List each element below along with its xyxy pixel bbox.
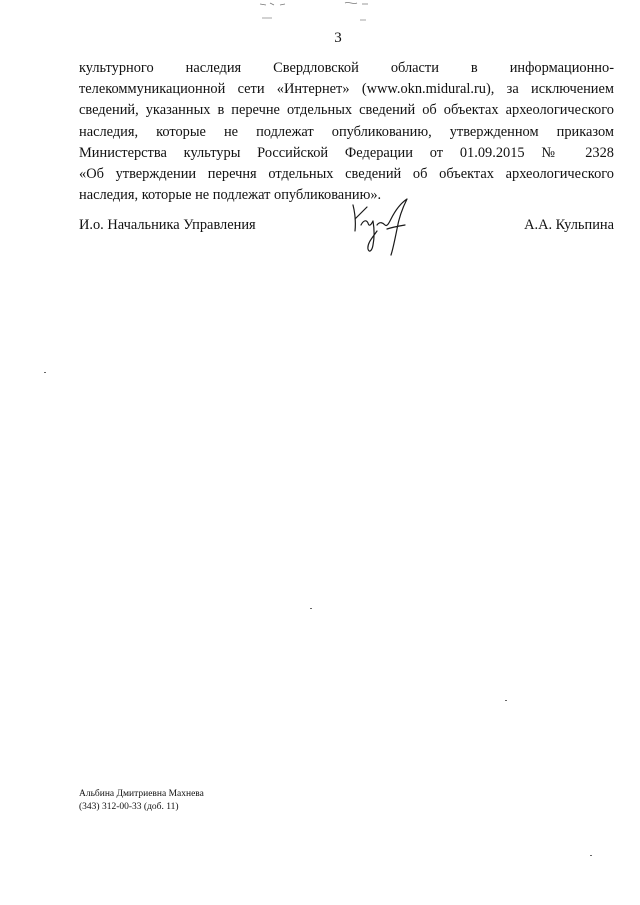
- body-line: сведений, указанных в перечне отдельных сведений об объектах археологического: [79, 102, 614, 119]
- page-number: 3: [334, 30, 342, 46]
- signatory-position: И.о. Начальника Управления: [79, 217, 256, 233]
- scan-speck: [310, 608, 312, 609]
- body-line: Министерства культуры Российской Федерации от 01.09.2015 № 2328: [79, 144, 614, 161]
- scan-speck: [44, 372, 46, 373]
- scan-artifact-marks: [250, 0, 400, 24]
- scan-speck: [590, 855, 592, 856]
- body-line: «Об утверждении перечня отдельных сведений об объектах археологического: [79, 166, 614, 183]
- scan-speck: [505, 700, 507, 701]
- contact-phone: (343) 312-00-33 (доб. 11): [79, 802, 179, 812]
- signature-block: [79, 215, 614, 239]
- handwritten-signature: [347, 195, 427, 257]
- body-line: культурного наследия Свердловской области в информационно-: [79, 60, 614, 76]
- contact-block: [79, 788, 204, 814]
- body-paragraph: [79, 58, 614, 206]
- contact-person: Альбина Дмитриевна Махнева: [79, 789, 204, 799]
- body-line: телекоммуникационной сети «Интернет» (www.okn.midural.ru), за исключением: [79, 81, 614, 98]
- signatory-name: А.А. Кульпина: [524, 217, 614, 233]
- body-line: наследия, которые не подлежат опубликованию, утвержденном приказом: [79, 123, 614, 140]
- body-line: наследия, которые не подлежат опубликованию».: [79, 187, 382, 204]
